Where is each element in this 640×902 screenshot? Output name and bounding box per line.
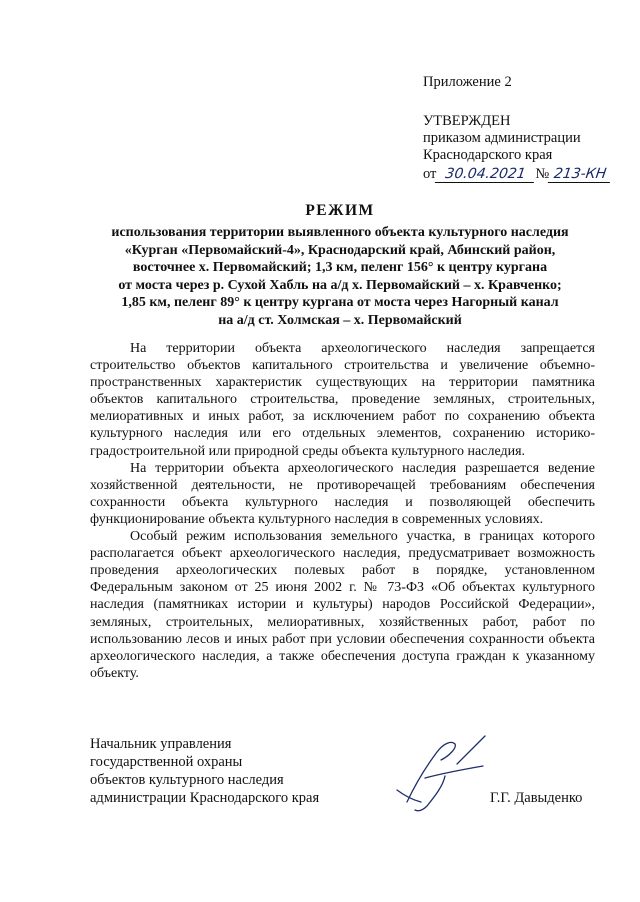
paragraph-prohibitions: На территории объекта археологического наследия запрещается строительство объектов капитального строительства и увеличение объемно-пространственных характеристик существующих на территории памятника объектов капитального строительства, проведение земляных, строительных, мелиоративных и иных работ, за исключением работ по сохранению объекта культурного наследия или его отдельных элементов, сохранению историко-градостроительной или природной среды объекта культурного наследия. bbox=[90, 341, 595, 459]
region-label: Краснодарского края bbox=[423, 147, 553, 163]
order-line bbox=[423, 164, 623, 183]
appendix-label: Приложение 2 bbox=[423, 74, 512, 90]
by-order-label: приказом администрации bbox=[423, 130, 581, 146]
signer-position-line: администрации Краснодарского края bbox=[90, 790, 320, 806]
paragraph-permissions: На территории объекта археологического наследия разрешается ведение хозяйственной деятельности, не противоречащей требованиям обеспечения сохранности объекта культурного наследия и позволяющей обеспечить функционирование объекта культурного наследия в современных условиях. bbox=[90, 460, 595, 527]
number-label: № bbox=[535, 166, 550, 182]
order-date: 30.04.2021 bbox=[435, 166, 536, 183]
signer-position-line: объектов культурного наследия bbox=[90, 772, 284, 788]
document-body bbox=[90, 340, 595, 682]
document-title: РЕЖИМ bbox=[305, 202, 375, 219]
signer-position-line: Начальник управления bbox=[90, 736, 232, 752]
subtitle-line: от моста через р. Сухой Хабль на а/д х. Первомайский – х. Кравченко; bbox=[118, 277, 562, 293]
signer-position-line: государственной охраны bbox=[90, 754, 243, 770]
from-label: от bbox=[423, 166, 437, 182]
signer-position bbox=[90, 735, 319, 807]
handwritten-signature bbox=[385, 730, 500, 815]
signer-name: Г.Г. Давыденко bbox=[490, 790, 583, 806]
subtitle-line: восточнее х. Первомайский; 1,3 км, пеленг 156° к центру кургана bbox=[132, 260, 548, 276]
subtitle-line: на а/д ст. Холмская – х. Первомайский bbox=[218, 312, 462, 328]
title-block bbox=[80, 202, 600, 330]
subtitle-line: использования территории выявленного объекта культурного наследия bbox=[111, 225, 569, 240]
paragraph-special-regime: Особый режим использования земельного участка, в границах которого располагается объект археологического наследия, предусматривает возможность проведения археологических полевых работ в порядке, установленном Федеральным законом от 25 июня 2002 г. № 73-ФЗ «Об объектах культурного наследия (памятниках истории и культуры) народов Российской Федерации», земляных, строительных, мелиоративных, хозяйственных работ, работ по использованию лесов и иных работ при условии обеспечения сохранности объекта археологического наследия, а также обеспечения доступа граждан к указанному объекту. bbox=[90, 529, 595, 681]
order-number: 213-КН bbox=[548, 166, 612, 183]
subtitle-line: «Курган «Первомайский-4», Краснодарский край, Абинский район, bbox=[124, 242, 556, 258]
approved-label: УТВЕРЖДЕН bbox=[423, 113, 511, 129]
subtitle-line: 1,85 км, пеленг 89° к центру кургана от моста через Нагорный канал bbox=[121, 295, 559, 311]
approval-block bbox=[423, 113, 623, 183]
